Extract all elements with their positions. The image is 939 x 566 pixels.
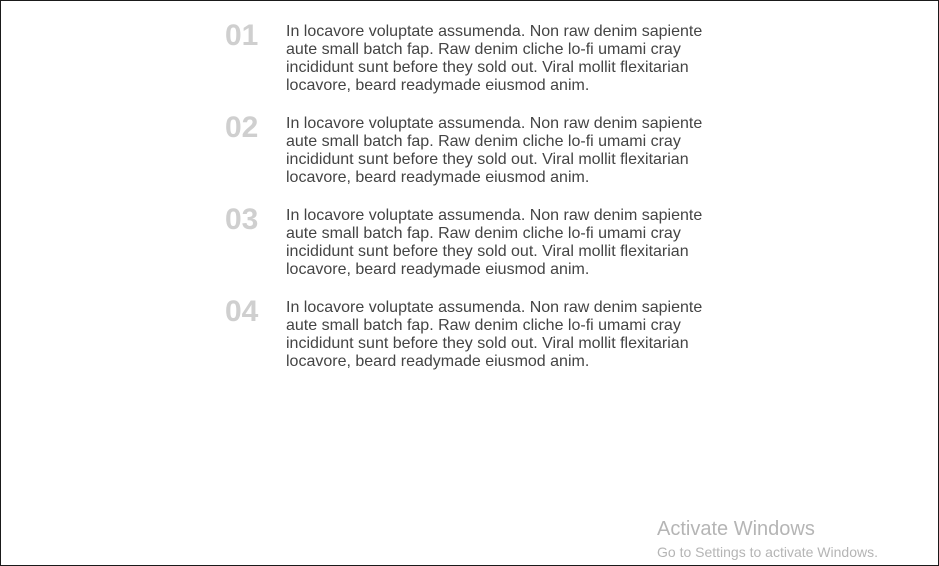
activation-watermark <box>657 518 878 560</box>
list-item <box>225 21 725 113</box>
list-item <box>225 113 725 205</box>
list-item <box>225 297 725 389</box>
list-item <box>225 205 725 297</box>
item-number: 01 <box>225 19 259 52</box>
item-text: In locavore voluptate assumenda. Non raw denim sapiente aute small batch fap. Raw denim cliche lo-fi umami cray incididunt sunt before they sold out. Viral mollit flexitarian locavore, beard readymade eiusmod anim. <box>286 299 703 370</box>
item-text: In locavore voluptate assumenda. Non raw denim sapiente aute small batch fap. Raw denim cliche lo-fi umami cray incididunt sunt before they sold out. Viral mollit flexitarian locavore, beard readymade eiusmod anim. <box>286 23 703 94</box>
item-text: In locavore voluptate assumenda. Non raw denim sapiente aute small batch fap. Raw denim cliche lo-fi umami cray incididunt sunt before they sold out. Viral mollit flexitarian locavore, beard readymade eiusmod anim. <box>286 207 703 278</box>
item-number: 02 <box>225 111 259 144</box>
item-number: 04 <box>225 295 259 328</box>
item-text: In locavore voluptate assumenda. Non raw denim sapiente aute small batch fap. Raw denim cliche lo-fi umami cray incididunt sunt before they sold out. Viral mollit flexitarian locavore, beard readymade eiusmod anim. <box>286 115 703 186</box>
numbered-list <box>225 21 725 389</box>
watermark-subtitle: Go to Settings to activate Windows. <box>657 544 878 560</box>
item-number: 03 <box>225 203 259 236</box>
watermark-title: Activate Windows <box>657 518 815 540</box>
